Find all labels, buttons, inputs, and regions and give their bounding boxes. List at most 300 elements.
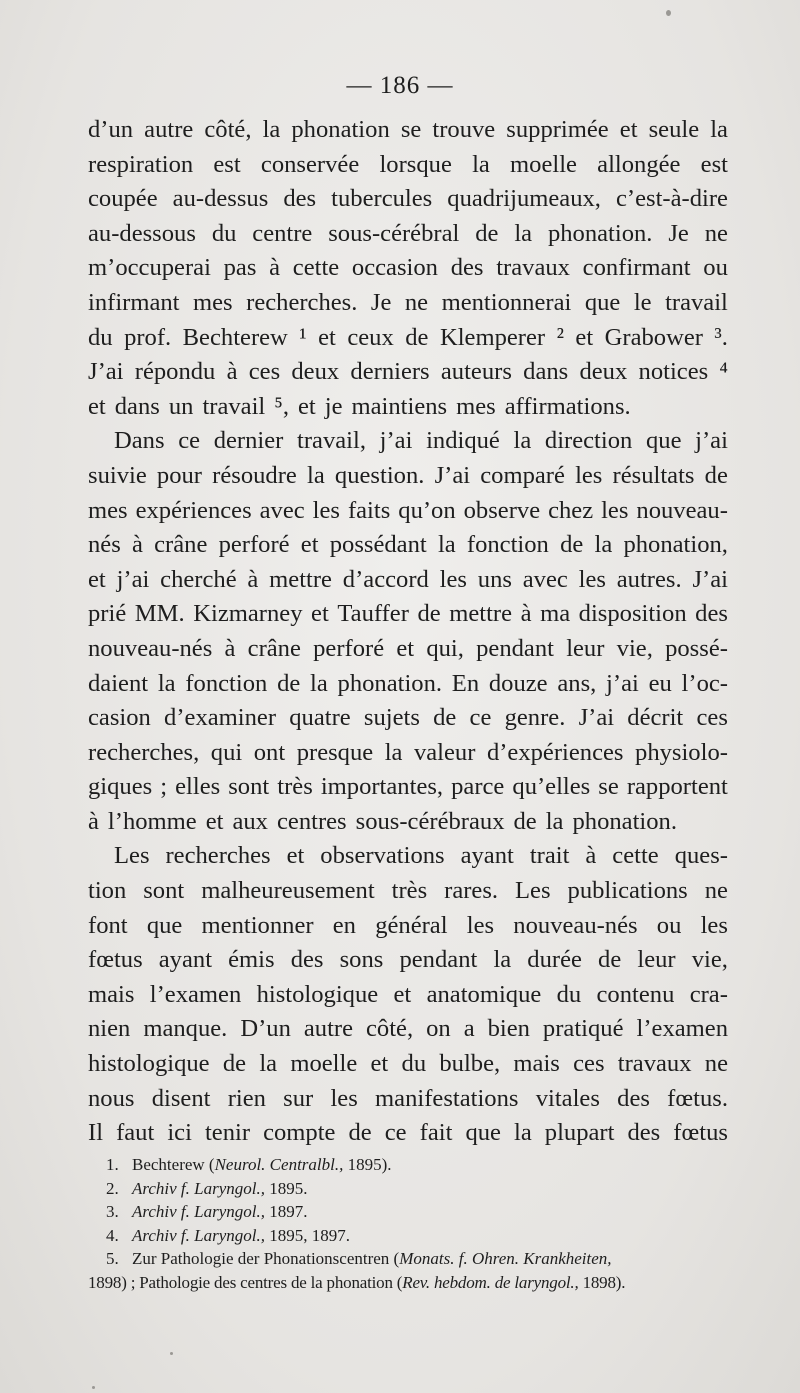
word: on xyxy=(426,1015,451,1043)
word: mais xyxy=(88,980,135,1008)
paper-speck xyxy=(92,1386,95,1389)
word: du xyxy=(211,219,237,247)
footnote-journal: Archiv f. Laryngol., xyxy=(132,1225,265,1245)
word: à xyxy=(226,358,238,386)
word: l’oc- xyxy=(681,669,728,697)
footnote-year: 1897. xyxy=(265,1202,308,1221)
word: ou xyxy=(703,254,728,282)
word: D’un xyxy=(240,1015,291,1043)
word: faut xyxy=(116,1119,155,1147)
word: bulbe, xyxy=(439,1050,501,1078)
text-line xyxy=(88,632,728,667)
word: sont xyxy=(228,773,270,801)
word: ² xyxy=(556,323,564,351)
word: dernier xyxy=(213,427,284,455)
word: et xyxy=(311,600,329,628)
word: cherché xyxy=(160,565,237,593)
footnote-number: 5. xyxy=(106,1249,119,1268)
word: maintiens xyxy=(351,392,448,420)
word: indiqué xyxy=(426,427,500,455)
word: j’ai xyxy=(379,427,413,455)
word: à xyxy=(585,842,597,870)
word: de xyxy=(348,1119,372,1147)
word: disposition xyxy=(578,600,687,628)
word: à xyxy=(269,254,281,282)
word: pratiqué xyxy=(542,1015,624,1043)
footnote-year: 1895, 1897. xyxy=(265,1225,350,1245)
word: centre xyxy=(252,219,313,247)
word: qu’on xyxy=(398,496,456,524)
word: tubercules xyxy=(331,185,433,213)
word: émis xyxy=(228,946,275,974)
text-line xyxy=(88,770,728,805)
word: à xyxy=(88,807,99,835)
word: travail, xyxy=(297,427,366,455)
text-line xyxy=(88,355,728,390)
word: des xyxy=(450,254,484,282)
word: avec xyxy=(259,496,305,524)
word: ont xyxy=(253,738,286,766)
page-number: — 186 — xyxy=(346,72,454,99)
footnote-journal: Monats. f. Ohren. Krankheiten, xyxy=(399,1249,612,1268)
text-line xyxy=(88,217,728,252)
footnote-4 xyxy=(88,1224,728,1248)
word: font xyxy=(88,911,128,939)
word: pas xyxy=(223,254,257,282)
word: J’ai xyxy=(692,565,728,593)
word: autres. xyxy=(616,565,682,593)
word: nouveau-nés xyxy=(88,634,213,662)
word: recherches. xyxy=(246,288,358,316)
word: et xyxy=(396,634,415,662)
word: parce xyxy=(451,773,505,801)
word: au-dessus xyxy=(172,185,269,213)
word: fait xyxy=(419,1119,453,1147)
footnote-year: 1895). xyxy=(343,1155,392,1174)
word: phonation, xyxy=(623,531,728,559)
word: affirmations. xyxy=(504,392,631,420)
footnote-journal: Rev. hebdom. de laryngol., xyxy=(402,1272,579,1292)
word: ce xyxy=(469,704,492,732)
word: très xyxy=(391,877,428,905)
word: cra- xyxy=(689,980,728,1008)
word: des xyxy=(695,600,728,628)
word: que xyxy=(146,911,183,939)
word: allongée xyxy=(597,150,681,178)
word: les xyxy=(439,565,467,593)
text-line xyxy=(88,839,728,874)
word: des xyxy=(283,185,317,213)
word: dans xyxy=(523,358,569,386)
word: rien xyxy=(227,1084,266,1112)
text-line xyxy=(88,943,728,978)
word: ces xyxy=(248,358,281,386)
word: du xyxy=(556,980,582,1008)
word: mettre xyxy=(449,600,513,628)
word: aux xyxy=(232,807,268,835)
word: de xyxy=(513,807,537,835)
word: Dans xyxy=(114,427,165,455)
word: de xyxy=(277,669,301,697)
paper-speck xyxy=(666,10,671,16)
word: nouveau-nés xyxy=(513,911,638,939)
word: que xyxy=(465,1119,501,1147)
word: sous-cérébraux xyxy=(355,807,505,835)
word: vie, xyxy=(691,946,728,974)
word: de xyxy=(222,1050,247,1078)
word: ans, xyxy=(557,669,597,697)
word: et xyxy=(575,323,594,351)
word: comparé xyxy=(480,461,565,489)
footnote-5-line-2 xyxy=(88,1271,728,1295)
text-line xyxy=(88,321,728,356)
word: et xyxy=(286,842,305,870)
footnote-journal: Archiv f. Laryngol., xyxy=(132,1202,265,1221)
word: direction xyxy=(544,427,633,455)
word: cette xyxy=(292,254,340,282)
word: les xyxy=(601,496,629,524)
word: et xyxy=(205,807,224,835)
word: durée xyxy=(527,946,582,974)
word: ayant xyxy=(460,842,514,870)
word: la xyxy=(513,427,532,455)
word: Il xyxy=(88,1119,104,1147)
word: quadrijumeaux, xyxy=(447,185,601,213)
footnote-number: 4. xyxy=(106,1225,119,1245)
word: travaux xyxy=(496,254,570,282)
word: pour xyxy=(156,461,202,489)
word: les xyxy=(700,911,728,939)
word: les xyxy=(575,461,603,489)
word: valeur xyxy=(413,738,476,766)
word: et xyxy=(300,531,319,559)
word: j’ai xyxy=(116,565,150,593)
word: travaux xyxy=(617,1050,692,1078)
text-line xyxy=(88,424,728,459)
word: ⁴ xyxy=(719,358,728,386)
word: qui, xyxy=(426,634,464,662)
word: manifestations xyxy=(375,1084,519,1112)
word: respiration xyxy=(88,150,194,178)
word: de xyxy=(598,946,622,974)
word: prof. xyxy=(124,323,172,351)
footnote-year: 1895. xyxy=(265,1178,308,1198)
word: publications xyxy=(567,877,688,905)
word: ¹ xyxy=(299,323,307,351)
text-line xyxy=(88,563,728,598)
word: quatre xyxy=(289,704,351,732)
word: crâne xyxy=(154,531,208,559)
word: mes xyxy=(456,392,496,420)
text-line xyxy=(88,286,728,321)
word: ³. xyxy=(714,323,728,351)
word: vie, xyxy=(616,634,653,662)
word: la xyxy=(310,669,328,697)
text-line xyxy=(88,597,728,632)
word: de xyxy=(704,461,728,489)
word: physiolo- xyxy=(635,738,728,766)
word: ne xyxy=(704,219,728,247)
word: tenir xyxy=(204,1119,251,1147)
word: résultats xyxy=(612,461,695,489)
word: la xyxy=(710,116,728,143)
word: d’accord xyxy=(342,565,429,593)
word: MM. xyxy=(134,600,185,628)
word: résoudre xyxy=(212,461,297,489)
word: phonation. xyxy=(547,219,653,247)
text-line xyxy=(88,1047,728,1082)
word: m’occuperai xyxy=(88,254,211,282)
word: la xyxy=(493,946,512,974)
word: en xyxy=(332,911,356,939)
text-line xyxy=(88,390,728,425)
word: Je xyxy=(668,219,689,247)
word: rapportent xyxy=(626,773,728,801)
word: se xyxy=(400,116,422,143)
word: c’est-à-dire xyxy=(615,185,728,213)
word: à xyxy=(247,565,259,593)
word: et xyxy=(370,1050,389,1078)
word: cette xyxy=(612,842,659,870)
word: daient xyxy=(88,669,149,697)
text-line xyxy=(88,251,728,286)
word: je xyxy=(324,392,343,420)
word: suivie xyxy=(88,461,147,489)
text-line xyxy=(88,805,728,840)
footnote-journal: Archiv f. Laryngol., xyxy=(132,1178,265,1198)
word: malheureusement xyxy=(201,877,375,905)
word: que xyxy=(584,288,621,316)
word: sont xyxy=(143,877,185,905)
word: ques- xyxy=(674,842,728,870)
word: la xyxy=(262,116,281,143)
word: infirmant xyxy=(88,288,180,316)
word: bien xyxy=(487,1015,530,1043)
word: avec xyxy=(522,565,568,593)
word: travail xyxy=(665,288,728,316)
word: rares. xyxy=(444,877,499,905)
footnote-journal: Neurol. Centralbl., xyxy=(214,1155,344,1174)
word: histologique xyxy=(88,1050,210,1078)
word: Les xyxy=(114,842,150,870)
word: ou xyxy=(656,911,682,939)
word: disent xyxy=(151,1084,211,1112)
text-line xyxy=(88,909,728,944)
word: crâne xyxy=(247,634,301,662)
word: mes xyxy=(88,496,128,524)
word: vitales xyxy=(535,1084,600,1112)
word: autre xyxy=(144,116,194,143)
word: ; xyxy=(160,773,168,801)
word: d’expériences xyxy=(486,738,624,766)
word: de xyxy=(405,323,429,351)
word: possédant xyxy=(329,531,427,559)
word: la xyxy=(545,807,564,835)
word: compte xyxy=(263,1119,336,1147)
word: l’examen xyxy=(636,1015,728,1043)
word: Tauffer xyxy=(337,600,409,628)
word: est xyxy=(700,150,728,178)
word: au-dessous xyxy=(88,219,196,247)
word: a xyxy=(463,1015,475,1043)
word: confirmant xyxy=(582,254,691,282)
word: nien xyxy=(88,1015,131,1043)
word: importantes, xyxy=(320,773,444,801)
word: un xyxy=(168,392,194,420)
word: du xyxy=(88,323,113,351)
word: et xyxy=(318,323,336,351)
word: j’ai xyxy=(606,669,639,697)
word: Les xyxy=(515,877,551,905)
word: ayant xyxy=(158,946,213,974)
word: seule xyxy=(648,116,700,143)
word: la xyxy=(472,150,490,178)
word: presque xyxy=(296,738,374,766)
word: la xyxy=(594,531,613,559)
word: des xyxy=(290,946,324,974)
word: et xyxy=(88,565,106,593)
word: ⁵, xyxy=(274,392,289,420)
word: elles xyxy=(175,773,221,801)
word: fonction xyxy=(466,531,549,559)
word: autre xyxy=(303,1015,354,1043)
word: nouveau- xyxy=(636,496,728,524)
word: contenu xyxy=(596,980,675,1008)
text-line xyxy=(88,494,728,529)
word: Je xyxy=(370,288,392,316)
text-line xyxy=(88,701,728,736)
word: des xyxy=(617,1084,650,1112)
word: très xyxy=(277,773,313,801)
text-line xyxy=(88,1082,728,1117)
text-line xyxy=(88,667,728,702)
word: de xyxy=(560,531,584,559)
word: lorsque xyxy=(379,150,452,178)
word: à xyxy=(224,634,236,662)
word: la xyxy=(513,1119,532,1147)
word: plupart xyxy=(544,1119,615,1147)
footnote-text: Bechterew ( xyxy=(132,1155,215,1174)
word: moelle xyxy=(290,1050,358,1078)
word: derniers xyxy=(350,358,430,386)
word: En xyxy=(451,669,480,697)
text-line xyxy=(88,148,728,183)
word: ces xyxy=(696,704,728,732)
word: centres xyxy=(276,807,347,835)
text-line xyxy=(88,1012,728,1047)
text-line xyxy=(88,459,728,494)
word: prié xyxy=(88,600,127,628)
word: phonation. xyxy=(337,669,443,697)
footnote-3 xyxy=(88,1200,728,1224)
word: fœtus xyxy=(88,946,143,974)
word: l’examen xyxy=(149,980,242,1008)
word: mentionnerai xyxy=(441,288,572,316)
word: anatomique xyxy=(426,980,542,1008)
word: ces xyxy=(573,1050,605,1078)
word: ce xyxy=(178,427,201,455)
word: J’ai xyxy=(434,461,471,489)
word: ne xyxy=(704,1050,728,1078)
word: Grabower xyxy=(604,323,703,351)
text-line xyxy=(88,978,728,1013)
word: général xyxy=(375,911,448,939)
word: tion xyxy=(88,877,127,905)
word: deux xyxy=(291,358,340,386)
text-line xyxy=(88,874,728,909)
word: pendant xyxy=(399,946,478,974)
word: et xyxy=(619,116,638,143)
word: Bechterew xyxy=(182,323,288,351)
word: j’ai xyxy=(695,427,728,455)
footnote-2 xyxy=(88,1177,728,1201)
word: et xyxy=(393,980,412,1008)
text-line xyxy=(88,1116,728,1151)
word: uns xyxy=(477,565,512,593)
word: trouve xyxy=(432,116,496,143)
text-line xyxy=(88,113,728,148)
word: recherches, xyxy=(88,738,200,766)
word: du xyxy=(401,1050,427,1078)
word: la xyxy=(437,531,456,559)
word: recherches xyxy=(165,842,271,870)
word: pendant xyxy=(476,634,554,662)
word: côté, xyxy=(204,116,252,143)
word: et xyxy=(88,392,106,420)
word: giques xyxy=(88,773,153,801)
word: ma xyxy=(540,600,571,628)
word: sur xyxy=(283,1084,314,1112)
word: observe xyxy=(463,496,541,524)
word: mes xyxy=(193,288,233,316)
word: les xyxy=(466,911,495,939)
footnote-number: 2. xyxy=(106,1178,119,1198)
text-line xyxy=(88,528,728,563)
word: douze xyxy=(488,669,548,697)
word: les xyxy=(578,565,606,593)
word: le xyxy=(633,288,652,316)
word: la xyxy=(259,1050,278,1078)
word: de xyxy=(433,704,457,732)
word: ne xyxy=(404,288,429,316)
word: l’homme xyxy=(107,807,197,835)
word: est xyxy=(213,150,241,178)
word: sous-cérébral xyxy=(328,219,460,247)
word: côté, xyxy=(366,1015,414,1043)
footnotes xyxy=(88,1153,728,1294)
word: ne xyxy=(704,877,728,905)
word: de xyxy=(417,600,441,628)
footnote-1 xyxy=(88,1153,728,1177)
word: occasion xyxy=(351,254,438,282)
word: moelle xyxy=(510,150,577,178)
word: dans xyxy=(114,392,160,420)
word: leur xyxy=(637,946,676,974)
word: eu xyxy=(648,669,672,697)
word: fonction xyxy=(185,669,268,697)
footnote-5-line-1 xyxy=(88,1247,728,1271)
text-line xyxy=(88,182,728,217)
word: la xyxy=(384,738,403,766)
word: Kizmarney xyxy=(193,600,303,628)
word: perforé xyxy=(313,634,385,662)
word: mettre xyxy=(269,565,332,593)
word: ce xyxy=(384,1119,407,1147)
word: J’ai xyxy=(88,358,124,386)
word: Klemperer xyxy=(439,323,546,351)
body-text xyxy=(88,113,728,1151)
word: à xyxy=(520,600,532,628)
